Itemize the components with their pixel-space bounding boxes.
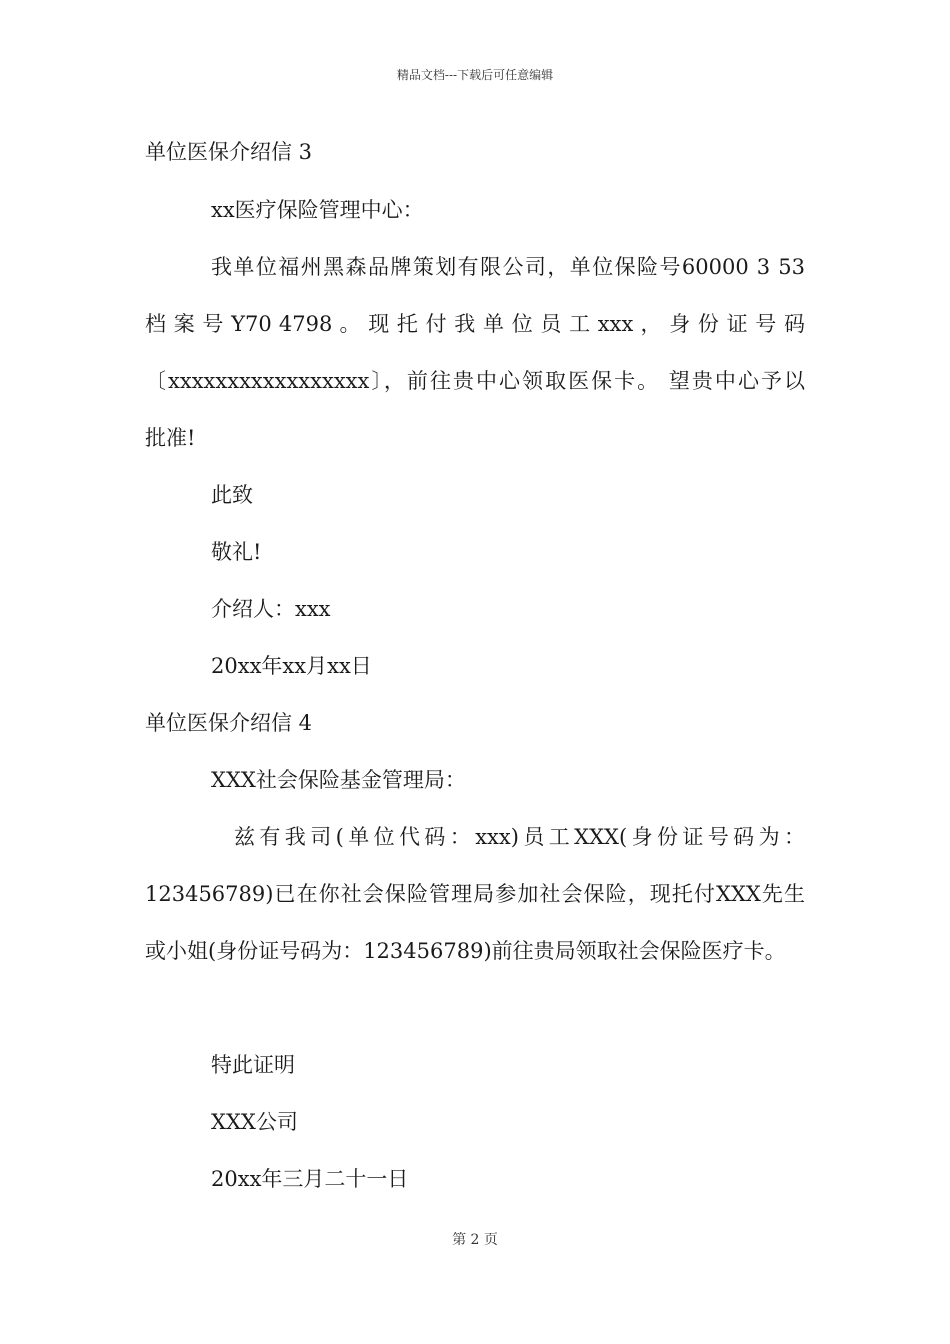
letter3-body-line-3: 〔xxxxxxxxxxxxxxxxx〕，前往贵中心领取医保卡。 望贵中心予以 (145, 369, 805, 393)
page-header: 精品文档---下载后可任意编辑 (396, 68, 554, 82)
letter3-title: 单位医保介绍信 3 (145, 140, 313, 164)
letter4-body-line-3: 或小姐(身份证号码为：123456789)前往贵局领取社会保险医疗卡。 (145, 939, 786, 963)
letter4-body-line-2: 123456789)已在你社会保险管理局参加社会保险，现托付XXX先生 (145, 882, 805, 906)
letter3-respect: 敬礼! (211, 540, 262, 564)
letter3-body-line-2: 档 案 号 Y70 4798 。 现 托 付 我 单 位 员 工 xxx ， 身 份 证 号 码 (145, 312, 805, 336)
letter3-recipient: xx医疗保险管理中心： (211, 198, 424, 222)
letter3-body-line-1: 我单位福州黑森品牌策划有限公司，单位保险号60000 3 53 (211, 255, 805, 279)
letter3-salutation: 此致 (211, 483, 253, 507)
letter4-recipient: XXX社会保险基金管理局： (211, 768, 466, 792)
letter3-body-line-4: 批准! (145, 426, 196, 450)
letter4-title: 单位医保介绍信 4 (145, 711, 313, 735)
letter4-company: XXX公司 (211, 1110, 298, 1134)
letter3-date: 20xx年xx月xx日 (211, 654, 372, 678)
page-number: 第 2 页 (452, 1232, 498, 1248)
letter4-date: 20xx年三月二十一日 (211, 1167, 409, 1191)
letter3-introducer: 介绍人：xxx (211, 597, 331, 621)
letter4-body-line-1: 兹有我司(单位代码：xxx)员工XXX(身份证号码为： (234, 825, 805, 849)
letter4-certify: 特此证明 (211, 1053, 295, 1077)
